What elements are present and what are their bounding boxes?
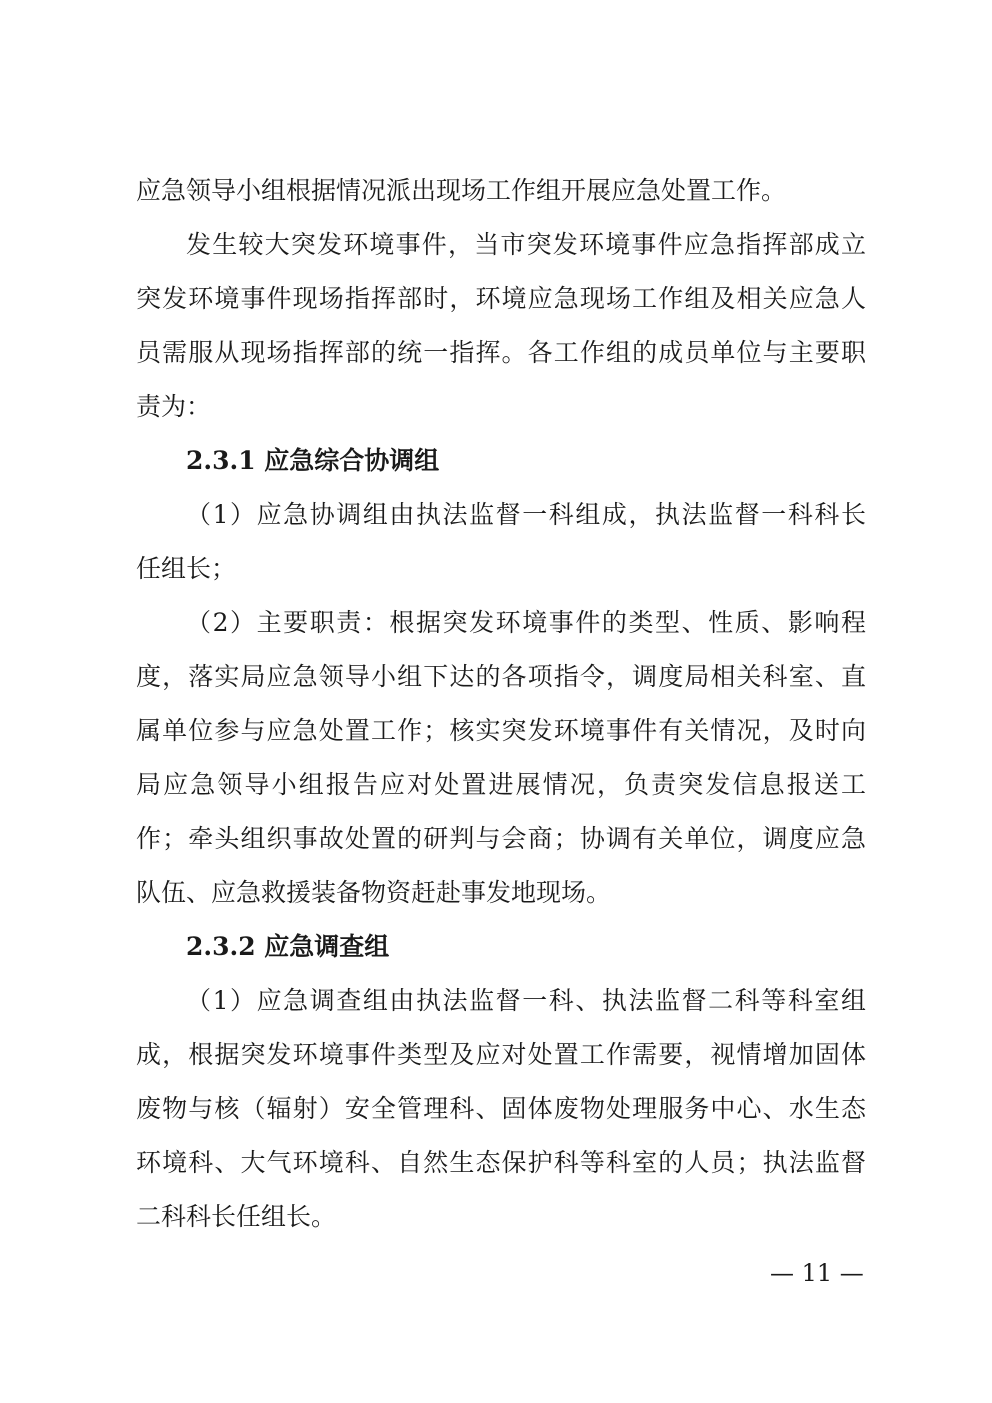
paragraph-line: 队伍、应急救援装备物资赶赴事发地现场。: [136, 878, 612, 907]
paragraph-line: 成，根据突发环境事件类型及应对处置工作需要，视情增加固体: [136, 1040, 866, 1069]
paragraph-line: 责为：: [136, 392, 212, 421]
paragraph-line: 废物与核（辐射）安全管理科、固体废物处理服务中心、水生态: [136, 1094, 866, 1123]
paragraph-line: 二科科长任组长。: [136, 1202, 337, 1231]
paragraph-line: （1）应急调查组由执法监督一科、执法监督二科等科室组: [186, 986, 866, 1015]
paragraph-line: 员需服从现场指挥部的统一指挥。各工作组的成员单位与主要职: [136, 338, 866, 367]
section-heading-2-3-2: 2.3.2 应急调查组: [186, 932, 390, 961]
paragraph-line: 环境科、大气环境科、自然生态保护科等科室的人员；执法监督: [136, 1148, 866, 1177]
paragraph-line: 应急领导小组根据情况派出现场工作组开展应急处置工作。: [136, 176, 787, 205]
paragraph-line: （1）应急协调组由执法监督一科组成，执法监督一科科长: [186, 500, 866, 529]
paragraph-line: 突发环境事件现场指挥部时，环境应急现场工作组及相关应急人: [136, 284, 866, 313]
paragraph-line: 属单位参与应急处置工作；核实突发环境事件有关情况，及时向: [136, 716, 866, 745]
paragraph-line: 局应急领导小组报告应对处置进展情况，负责突发信息报送工: [136, 770, 866, 799]
paragraph-line: （2）主要职责：根据突发环境事件的类型、性质、影响程: [186, 608, 866, 637]
paragraph-line: 度，落实局应急领导小组下达的各项指令，调度局相关科室、直: [136, 662, 866, 691]
paragraph-line: 任组长；: [136, 554, 237, 583]
section-heading-2-3-1: 2.3.1 应急综合协调组: [186, 446, 440, 475]
paragraph-line: 作；牵头组织事故处置的研判与会商；协调有关单位，调度应急: [136, 824, 866, 853]
paragraph-line: 发生较大突发环境事件，当市突发环境事件应急指挥部成立: [186, 230, 866, 259]
page-number: — 11 —: [770, 1259, 864, 1287]
